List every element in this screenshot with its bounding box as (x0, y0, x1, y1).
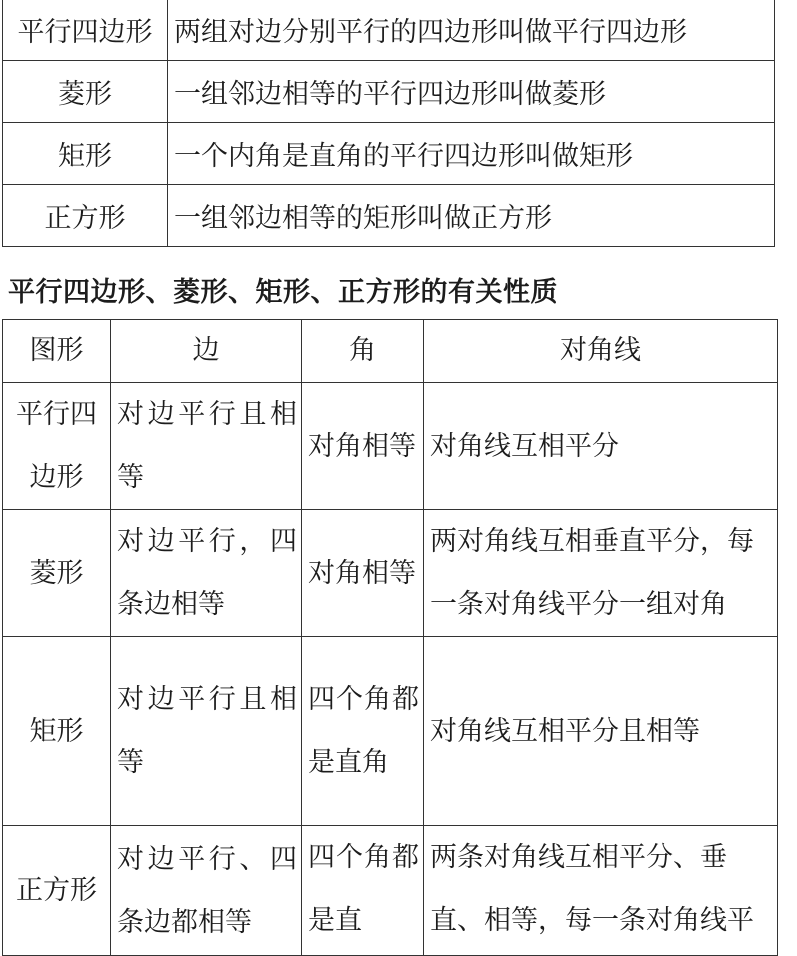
diagonal-cell: 两对角线互相垂直平分，每一条对角线平分一组对角 (424, 510, 778, 637)
column-header: 对角线 (424, 320, 778, 383)
term-cell: 正方形 (3, 185, 168, 247)
column-header: 角 (302, 320, 424, 383)
column-header: 边 (111, 320, 302, 383)
definitions-table (2, 0, 775, 247)
side-cell: 对边平行、四条边都相等 (111, 826, 302, 956)
diagonal-cell: 对角线互相平分 (424, 383, 778, 510)
shape-cell: 菱形 (3, 510, 111, 637)
table-row (3, 383, 778, 510)
shape-cell: 矩形 (3, 637, 111, 826)
shape-cell: 正方形 (3, 826, 111, 956)
definition-cell: 一组邻边相等的平行四边形叫做菱形 (168, 61, 775, 123)
angle-cell: 四个角都是直角 (302, 637, 424, 826)
side-cell: 对边平行且相等 (111, 383, 302, 510)
angle-cell: 对角相等 (302, 383, 424, 510)
table-row (3, 123, 775, 185)
table-row (3, 826, 778, 956)
term-cell: 平行四边形 (3, 0, 168, 61)
properties-table (2, 319, 778, 956)
table-row (3, 637, 778, 826)
table-row (3, 0, 775, 61)
table-row (3, 510, 778, 637)
term-cell: 矩形 (3, 123, 168, 185)
table-row (3, 61, 775, 123)
header-row (3, 320, 778, 383)
term-cell: 菱形 (3, 61, 168, 123)
section-heading: 平行四边形、菱形、矩形、正方形的有关性质 (8, 277, 558, 308)
definition-cell: 两组对边分别平行的四边形叫做平行四边形 (168, 0, 775, 61)
angle-cell: 对角相等 (302, 510, 424, 637)
shape-cell: 平行四边形 (3, 383, 111, 510)
side-cell: 对边平行且相等 (111, 637, 302, 826)
definition-cell: 一个内角是直角的平行四边形叫做矩形 (168, 123, 775, 185)
column-header: 图形 (3, 320, 111, 383)
side-cell: 对边平行，四条边相等 (111, 510, 302, 637)
diagonal-cell: 两条对角线互相平分、垂直、相等，每一条对角线平 (424, 826, 778, 956)
diagonal-cell: 对角线互相平分且相等 (424, 637, 778, 826)
definition-cell: 一组邻边相等的矩形叫做正方形 (168, 185, 775, 247)
table-row (3, 185, 775, 247)
angle-cell: 四个角都是直 (302, 826, 424, 956)
